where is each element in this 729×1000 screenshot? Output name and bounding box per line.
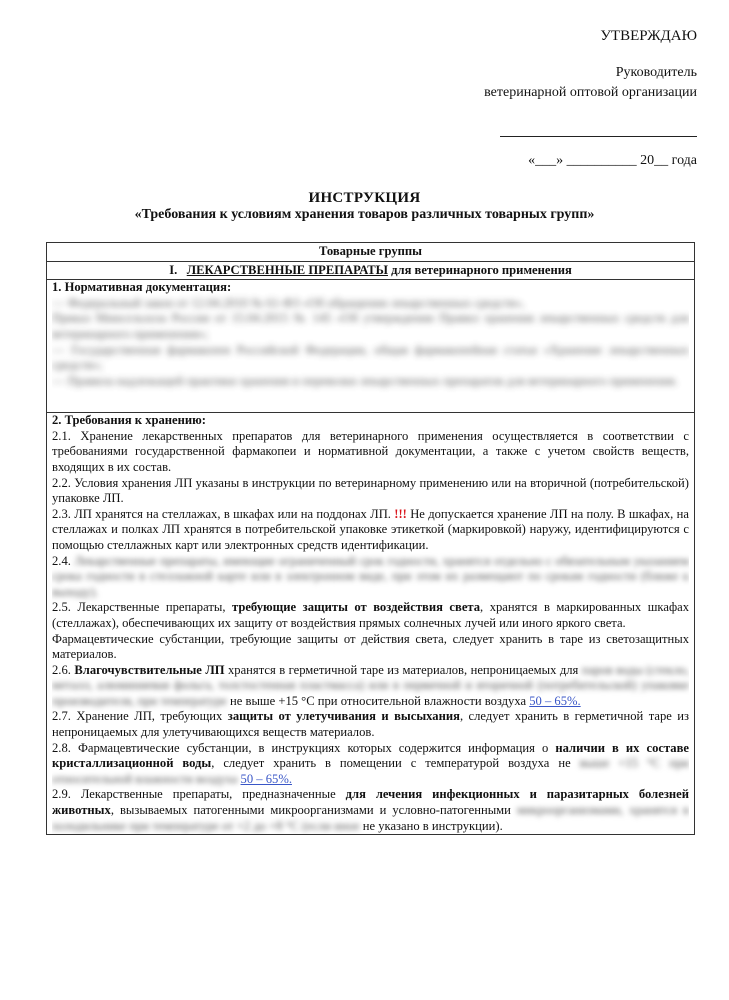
approver-position: Руководитель: [615, 65, 697, 80]
blurred-p2-9: микроорганизмами, хранятся в холодильнике при температуре от +2 до +8 °С (если иное: [52, 803, 689, 833]
document-subtitle: «Требования к условиям хранения товаров различных товарных групп»: [134, 207, 595, 222]
p2-5-bold: требующие защиты от воздействия света: [231, 600, 481, 615]
requirements-table: [46, 242, 695, 835]
p2-3-text-cont: Не допускается хранение ЛП на полу. В шкафах, на стеллажах и полках ЛП хранятся в потребительской упаковке этикеткой (маркировкой) наружу, идентифицируются с помощью стеллажных карт или электронных средств идентификации.: [52, 506, 689, 552]
p2-5-text-cont: , хранятся в маркированных шкафах (стеллажах), обеспечивающих их защиту от воздействия прямых солнечных лучей или иного яркого света.: [52, 600, 689, 630]
paragraph-2-5: [52, 600, 689, 631]
p2-7-text: 2.7. Хранение ЛП, требующих: [52, 709, 223, 724]
p2-6-text: хранятся в герметичной таре из материалов, непроницаемых для: [227, 662, 579, 677]
blurred-paragraph: Приказ Минсельхоза России от 15.04.2015 № 145 «Об утверждении Правил хранения лекарственных средств для ветеринарного применения»;: [52, 311, 689, 341]
paragraph-2-3: [52, 507, 689, 554]
p2-6-number: 2.6.: [52, 662, 71, 677]
approver-organization: ветеринарной оптовой организации: [484, 85, 697, 100]
p2-7-text-cont: , следует хранить в герметичной таре из непроницаемых для улетучивающихся веществ материалов.: [52, 709, 689, 740]
blurred-paragraph: — Государственная фармакопея Российской Федерации, общая фармакопейная статья «Хранение лекарственных средств»;: [52, 342, 689, 373]
p2-9-text-cont: , вызываемых патогенными микроорганизмами и условно-патогенными: [110, 803, 511, 818]
group-suffix: для ветеринарного применения: [391, 262, 572, 277]
table-header: Товарные группы: [47, 243, 695, 262]
p2-5-text: 2.5. Лекарственные препараты,: [52, 600, 226, 615]
date-line: «___» __________ 20__ года: [528, 153, 697, 168]
p2-3-text: 2.3. ЛП хранятся на стеллажах, в шкафах или на поддонах ЛП.: [52, 506, 391, 521]
humidity-link[interactable]: 50 – 65%.: [529, 693, 581, 708]
blurred-paragraph: — Правила надлежащей практики хранения и перевозки лекарственных препаратов для ветеринарного применения.: [52, 373, 678, 388]
paragraph-2-6: [52, 663, 689, 710]
group-header: [47, 261, 695, 280]
p2-8-bold: наличии в их составе кристаллизационной воды: [52, 740, 689, 771]
blurred-paragraph: — Федеральный закон от 12.04.2010 № 61-ФЗ «Об обращении лекарственных средств»,: [52, 295, 525, 310]
blurred-p2-6: паров воды (стекло, металл, алюминиевая фольга, толстостенная пластмасса) или в первичной и вторичной (потребительской) упаковке производителя, при температуре: [52, 662, 689, 708]
paragraph-2-8: [52, 741, 689, 788]
paragraph-2-9: [52, 787, 689, 834]
paragraph-2-2: 2.2. Условия хранения ЛП указаны в инструкции по ветеринарному применению или на вторичной (потребительской) упаковке ЛП.: [52, 475, 689, 506]
p2-9-bold: для лечения инфекционных и паразитарных болезней животных: [52, 787, 689, 818]
document-title: ИНСТРУКЦИЯ: [308, 190, 421, 206]
section1-title: 1. Нормативная документация:: [52, 280, 232, 295]
blurred-p2-4: Лекарственные препараты, имеющие ограниченный срок годности, хранятся отдельно с обязательным указанием срока годности в стеллажной карте или в электронном виде, при этом их размещают по срокам годности (ближе к выходу).: [52, 553, 689, 599]
group-number: I.: [169, 262, 178, 277]
approve-label: УТВЕРЖДАЮ: [600, 28, 697, 44]
paragraph-2-1: 2.1. Хранение лекарственных препаратов для ветеринарного применения осуществляется в соответствии с требованиями государственной фармакопеи и нормативной документации, а также с учетом свойств веществ, входящих в их состав.: [52, 428, 689, 474]
p2-9-text-end: не указано в инструкции).: [362, 818, 503, 833]
p2-8-text-cont: , следует хранить в помещении с температурой воздуха не: [211, 756, 571, 771]
p2-7-bold: защиты от улетучивания и высыхания: [227, 709, 460, 724]
blurred-normative-text: [52, 296, 689, 390]
p2-9-text: 2.9. Лекарственные препараты, предназначенные: [52, 787, 336, 802]
paragraph-2-4: [52, 554, 689, 601]
p2-6-bold: Влагочувствительные ЛП: [74, 662, 225, 677]
section-normative: [47, 280, 695, 413]
blurred-p2-8: выше +15 °С при относительной влажности воздуха: [52, 756, 689, 786]
section2-title: 2. Требования к хранению:: [52, 413, 206, 428]
warning-mark: !!!: [394, 506, 407, 521]
p2-4-number: 2.4.: [52, 553, 71, 568]
paragraph-2-7: [52, 709, 689, 740]
p2-8-text: 2.8. Фармацевтические субстанции, в инструкциях которых содержится информация о: [52, 740, 549, 755]
paragraph-2-5-substances: Фармацевтические субстанции, требующие защиты от действия света, следует хранить в таре из светозащитных материалов.: [52, 631, 689, 662]
section-storage: [47, 413, 695, 835]
p2-6-text-end: не выше +15 °С при относительной влажности воздуха: [230, 693, 527, 708]
group-name: ЛЕКАРСТВЕННЫЕ ПРЕПАРАТЫ: [186, 262, 388, 277]
humidity-link-2[interactable]: 50 – 65%.: [240, 771, 292, 786]
signature-line: [500, 136, 697, 137]
